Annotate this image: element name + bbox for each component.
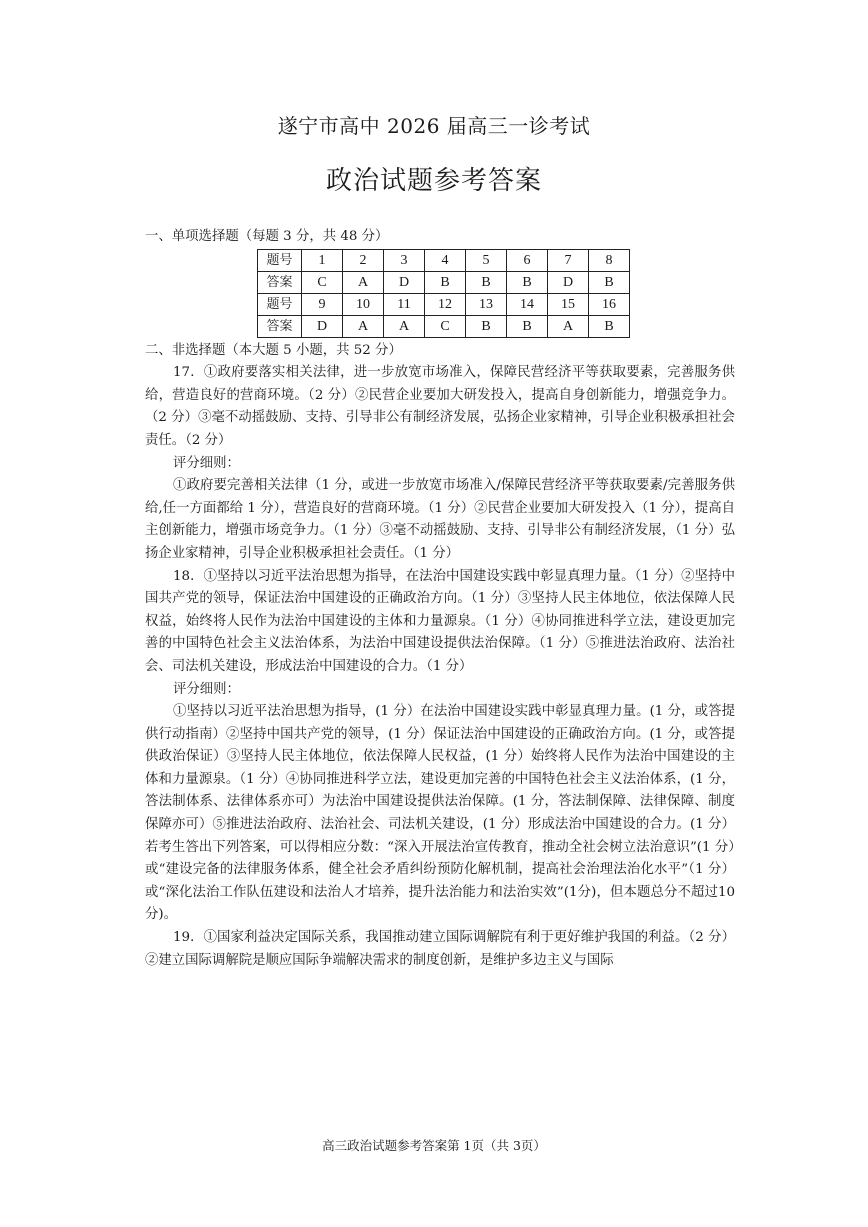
answer-table-cell: A xyxy=(343,315,384,337)
answer-table-cell: 14 xyxy=(507,293,548,315)
answer-table-cell: B xyxy=(589,315,630,337)
answer-table-row xyxy=(258,293,630,315)
answer-table-cell: A xyxy=(548,315,589,337)
document-title: 政治试题参考答案 xyxy=(325,166,542,196)
answer-table-cell: 11 xyxy=(384,293,425,315)
answer-table-cell: B xyxy=(466,271,507,293)
answer-table-cell: 10 xyxy=(343,293,384,315)
answer-table-cell: 16 xyxy=(589,293,630,315)
answer-table-cell: A xyxy=(384,315,425,337)
q17-rubric: ①政府要完善相关法律（1 分，或进一步放宽市场准入/保障民营经济平等获取要素/完善服务供给,任一方面都给 1 分），营造良好的营商环境。（1 分）②民营企业要加大研发投入（1 分），提高自主创新能力，增强市场竞争力。（1 分）③毫不动摇鼓励、支持、引导非公有制经济发展，（1 分）弘扬企业家精神，引导企业积极承担社会责任。（1 分） xyxy=(145,478,735,561)
answer-table-cell: 1 xyxy=(302,249,343,271)
answer-table-cell: 15 xyxy=(548,293,589,315)
answer-table-row xyxy=(258,315,630,337)
answer-table-cell: B xyxy=(507,271,548,293)
answer-table xyxy=(257,249,630,338)
answer-table-cell: D xyxy=(384,271,425,293)
answer-table-row xyxy=(258,271,630,293)
answer-table-cell: C xyxy=(425,315,466,337)
answer-table-cell: 7 xyxy=(548,249,589,271)
q17-rubric-label: 评分细则： xyxy=(173,455,240,471)
answer-table-cell: 3 xyxy=(384,249,425,271)
answer-table-cell: C xyxy=(302,271,343,293)
answer-table-cell: B xyxy=(425,271,466,293)
q18-rubric: ①坚持以习近平法治思想为指导，(1 分）在法治中国建设实践中彰显真理力量。(1 分，或答提供行动指南）②坚持中国共产党的领导，(1 分）保证法治中国建设的正确政治方向。(1 分，或答提供政治保证）③坚持人民主体地位，依法保障人民权益，(1 分）始终将人民作为法治中国建设的主体和力量源泉。（1 分）④协同推进科学立法，建设更加完善的中国特色社会主义法治体系，(1 分，答法制体系、法律体系亦可）为法治中国建设提供法治保障。(1 分，答法制保障、法律保障、制度保障亦可）⑤推进法治政府、法治社会、司法机关建设，(1 分）形成法治中国建设的合力。(1 分）若考生答出下列答案，可以得相应分数：“深入开展法治宣传教育，推动全社会树立法治意识”(1 分）或“建设完备的法律服务体系，健全社会矛盾纠纷预防化解机制，提高社会治理法治化水平”（1 分）或“深化法治工作队伍建设和法治人才培养，提升法治能力和法治实效”(1分)，但本题总分不超过10分)。 xyxy=(145,704,735,923)
page-footer: 高三政治试题参考答案第 1页（共 3页） xyxy=(322,1138,546,1153)
answer-table-row-header: 题号 xyxy=(258,249,302,271)
q17-answer: 17．①政府要落实相关法律，进一步放宽市场准入，保障民营经济平等获取要素，完善服务供给，营造良好的营商环境。（2 分）②民营企业要加大研发投入，提高自身创新能力，增强竞争力。（2 分）③毫不动摇鼓励、支持、引导非公有制经济发展，弘扬企业家精神，引导企业积极承担社会责任。（2 分） xyxy=(145,365,735,448)
answer-table-cell: D xyxy=(548,271,589,293)
section2-heading: 二、非选择题（本大题 5 小题，共 52 分） xyxy=(145,342,402,358)
section1-heading: 一、单项选择题（每题 3 分，共 48 分） xyxy=(145,229,389,244)
answer-table-row-header: 答案 xyxy=(258,315,302,337)
answer-table-cell: 6 xyxy=(507,249,548,271)
answer-table-cell: 8 xyxy=(589,249,630,271)
answer-table-row xyxy=(258,249,630,271)
answer-table-cell: B xyxy=(589,271,630,293)
q18-rubric-label: 评分细则： xyxy=(173,681,240,697)
answer-table-cell: 4 xyxy=(425,249,466,271)
answer-table-cell: 13 xyxy=(466,293,507,315)
answer-table-cell: 2 xyxy=(343,249,384,271)
q18-answer: 18．①坚持以习近平法治思想为指导，在法治中国建设实践中彰显真理力量。（1 分）②坚持中国共产党的领导，保证法治中国建设的正确政治方向。（1 分）③坚持人民主体地位，依法保障人民权益，始终将人民作为法治中国建设的主体和力量源泉。（1 分）④协同推进科学立法，建设更加完善的中国特色社会主义法治体系，为法治中国建设提供法治保障。（1 分）⑤推进法治政府、法治社会、司法机关建设，形成法治中国建设的合力。（1 分） xyxy=(145,568,735,674)
document-body xyxy=(145,226,735,972)
answer-table-cell: 12 xyxy=(425,293,466,315)
answer-table-cell: B xyxy=(507,315,548,337)
answer-table-cell: B xyxy=(466,315,507,337)
exam-title: 遂宁市高中 2026 届高三一诊考试 xyxy=(277,114,591,138)
answer-table-row-header: 答案 xyxy=(258,271,302,293)
answer-table-row-header: 题号 xyxy=(258,293,302,315)
answer-table-cell: 9 xyxy=(302,293,343,315)
answer-table-cell: 5 xyxy=(466,249,507,271)
answer-table-cell: D xyxy=(302,315,343,337)
q19-answer: 19．①国家利益决定国际关系，我国推动建立国际调解院有利于更好维护我国的利益。（2 分）②建立国际调解院是顺应国际争端解决需求的制度创新，是维护多边主义与国际 xyxy=(145,930,735,968)
answer-table-cell: A xyxy=(343,271,384,293)
